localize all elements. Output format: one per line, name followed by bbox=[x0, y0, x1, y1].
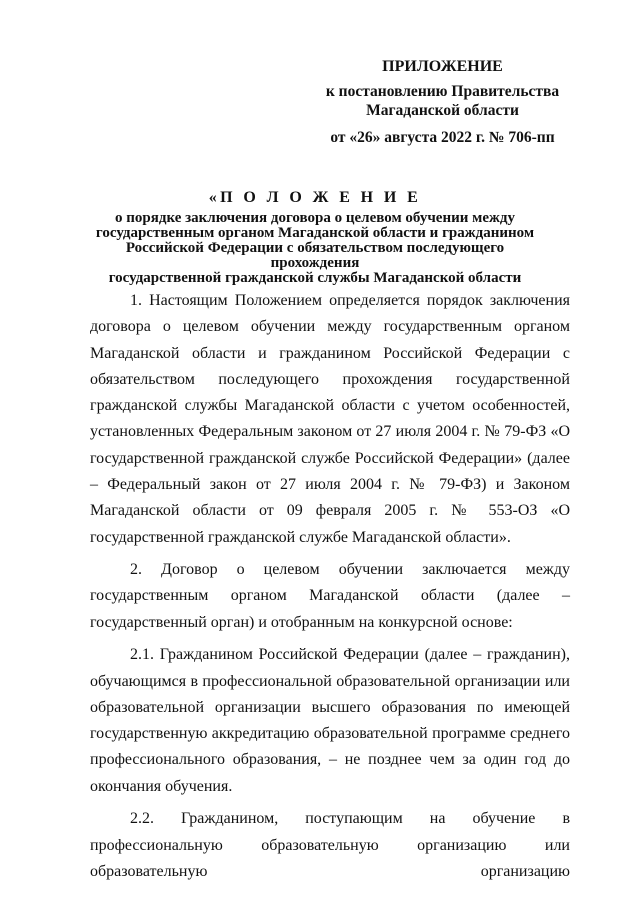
paragraph-2: 2. Договор о целевом обучении заключается между государственным органом Магаданской области (далее – государственный орган) и отобранным на конкурсной основе: bbox=[90, 561, 570, 631]
heading-title: «П О Л О Ж Е Н И Е bbox=[208, 189, 422, 206]
paragraph-2-1: 2.1. Гражданином Российской Федерации (далее – гражданин), обучающимся в профессиональной образовательной организации или образовательной организации высшего образования по имеющей государственную аккредитацию образовательной программе среднего профессионального образования, – не позднее чем за один год до окончания обучения. bbox=[90, 646, 570, 795]
appendix-line-1: к постановлению Правительства bbox=[325, 83, 560, 100]
appendix-block bbox=[300, 57, 585, 147]
paragraph-1: 1. Настоящим Положением определяется порядок заключения договора о целевом обучении между государственным органом Магаданской области и гражданином Российской Федерации с обязательством последующего прохождения государственной гражданской службы Магаданской области с учетом особенностей, установленных Федеральным законом от 27 июля 2004 г. № 79-ФЗ «О государственной гражданской службе Российской Федерации» (далее – Федеральный закон от 27 июля 2004 г. № 79-ФЗ) и Законом Магаданской области от 09 февраля 2005 г. № 553-ОЗ «О государственной гражданской службе Магаданской области». bbox=[90, 292, 570, 546]
paragraph-2-2: 2.2. Гражданином, поступающим на обучение в профессиональную образовательную организацию или образовательную организацию bbox=[90, 810, 570, 880]
appendix-date-line: от «26» августа 2022 г. № 706-пп bbox=[330, 129, 555, 146]
appendix-line-2: Магаданской области bbox=[366, 102, 519, 119]
document-heading bbox=[90, 189, 540, 286]
heading-subtitle-line: Российской Федерации с обязательством последующего прохождения bbox=[125, 240, 505, 271]
heading-subtitle-line: государственной гражданской службы Магаданской области bbox=[108, 270, 522, 286]
document-body bbox=[90, 288, 570, 885]
appendix-title: ПРИЛОЖЕНИЕ bbox=[382, 58, 503, 75]
heading-subtitle-line: государственным органом Магаданской области и гражданином bbox=[95, 225, 535, 241]
heading-subtitle-line: о порядке заключения договора о целевом обучении между bbox=[115, 210, 515, 226]
